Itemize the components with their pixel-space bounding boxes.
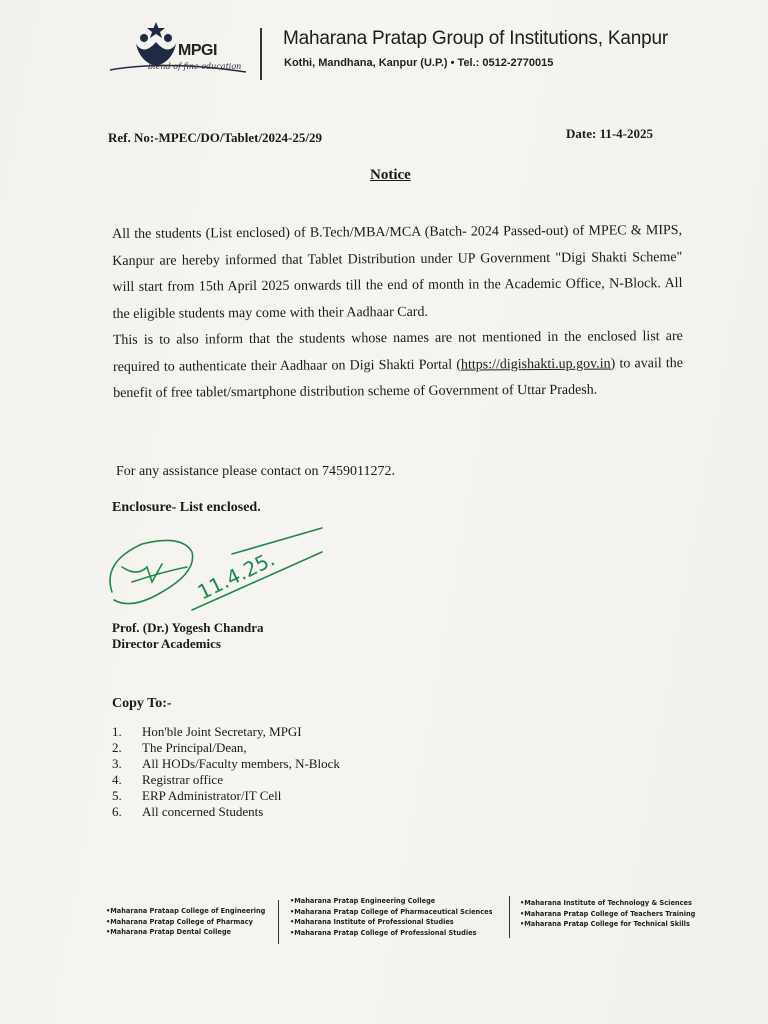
institution-title: Maharana Pratap Group of Institutions, Kanpur — [283, 28, 668, 49]
list-item: 1. Hon'ble Joint Secretary, MPGI — [112, 724, 302, 739]
footer-college: • Maharana Pratap College of Teachers Training — [520, 909, 695, 920]
signature-date: 11.4.25. — [193, 546, 279, 605]
footer-divider — [509, 896, 510, 938]
copy-to-heading: Copy To:- — [112, 696, 172, 711]
enclosure-line: Enclosure- List enclosed. — [112, 500, 261, 515]
list-item: 5. ERP Administrator/IT Cell — [112, 788, 282, 803]
footer-divider — [278, 900, 279, 944]
list-item: 4. Registrar office — [112, 772, 223, 787]
list-item: 6. All concerned Students — [112, 804, 264, 819]
list-item: 3. All HODs/Faculty members, N-Block — [112, 756, 340, 771]
footer-college: • Maharana Pratap College for Technical Skills — [520, 919, 695, 930]
assistance-line: For any assistance please contact on 7459011272. — [116, 464, 396, 479]
signer-designation: Director Academics — [112, 636, 221, 651]
footer-college: • Maharana Pratap Dental College — [106, 927, 265, 938]
list-item: 2. The Principal/Dean, — [112, 740, 247, 755]
footer-college: • Maharana Institute of Technology & Sciences — [520, 898, 695, 909]
logo-text: MPGI — [178, 42, 217, 59]
notice-title: Notice — [370, 167, 411, 183]
footer-college: • Maharana Pratap College of Pharmacy — [106, 917, 265, 928]
notice-date: Date: 11-4-2025 — [566, 126, 654, 141]
footer-column-1 — [106, 906, 265, 938]
para2-text-after: to avail the benefit of free tablet/smartphone distribution scheme of Government of Uttar Pradesh. — [113, 355, 684, 401]
signer-name: Prof. (Dr.) Yogesh Chandra — [112, 620, 264, 635]
para2-text-before: This is to also inform that the students whose names are not mentioned in the enclosed list are required to authenticate their Aadhaar on Digi Shakti Portal — [112, 329, 683, 375]
logo-tagline: blend of fine education — [148, 62, 242, 71]
header-divider — [260, 28, 262, 80]
reference-number: Ref. No:-MPEC/DO/Tablet/2024-25/29 — [108, 130, 322, 145]
signature-icon — [92, 522, 342, 632]
digishakti-portal-link[interactable]: (https://digishakti.up.gov.in) — [456, 355, 616, 373]
footer-college: • Maharana Prataap College of Engineering — [106, 906, 265, 917]
institution-address: Kothi, Mandhana, Kanpur (U.P.) • Tel.: 0512-2770015 — [284, 57, 554, 69]
body-paragraph-1: All the students (List enclosed) of B.Tech/MBA/MCA (Batch- 2024 Passed-out) of MPEC & MIPS, Kanpur are hereby informed that Tablet Distribution under UP Government "Digi Shakti Scheme" will start from 15th April 2025 onwards till the end of month in the Academic Office, N-Block. All the eligible students may come with their Aadhaar Card. — [112, 223, 683, 322]
copy-to-list — [112, 724, 340, 820]
footer-college: • Maharana Pratap College of Professional Studies — [290, 928, 493, 939]
footer-column-2 — [290, 896, 493, 938]
footer-college: • Maharana Pratap Engineering College — [290, 896, 493, 907]
footer-column-3 — [520, 898, 695, 930]
body-paragraph-2 — [113, 324, 684, 407]
notice-body — [112, 218, 683, 407]
footer-college: • Maharana Pratap College of Pharmaceutical Sciences — [290, 907, 493, 918]
footer-college: • Maharana Institute of Professional Studies — [290, 917, 493, 928]
